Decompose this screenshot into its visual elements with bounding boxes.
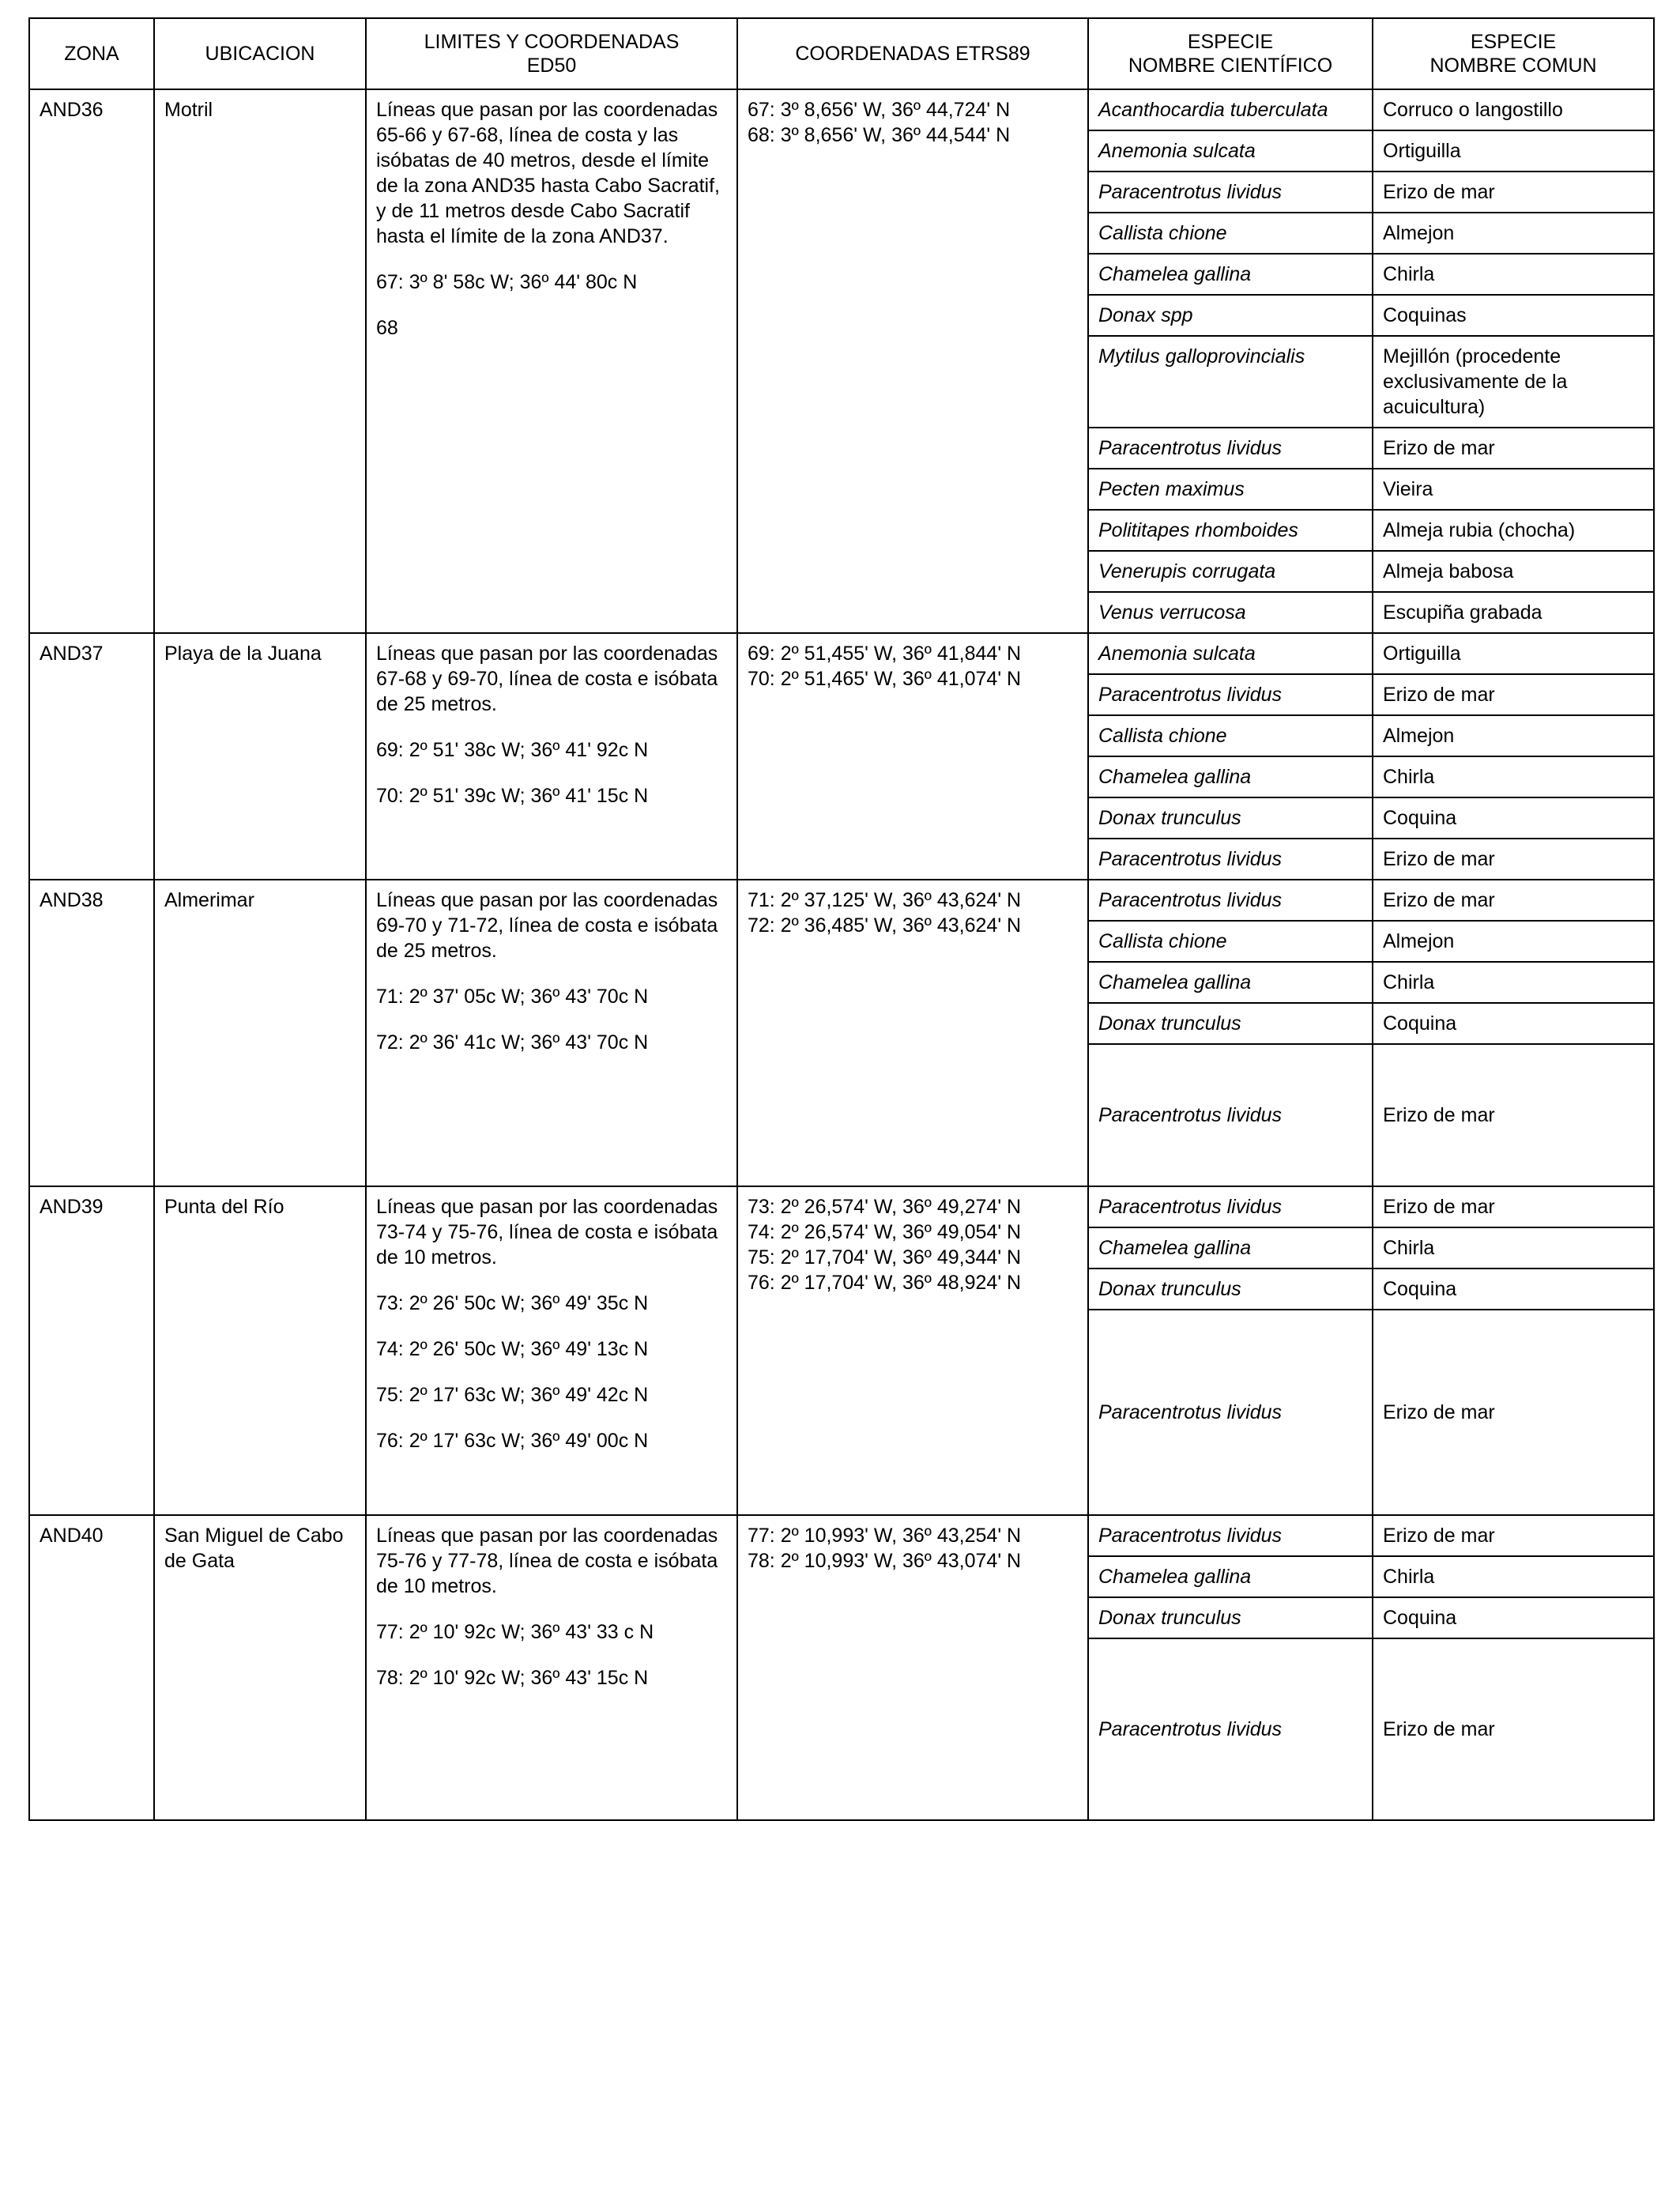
cell-especie-cientifico: Paracentrotus lividus (1088, 1310, 1373, 1515)
etrs-line: 71: 2º 37,125' W, 36º 43,624' N (748, 889, 1022, 911)
cell-especie-cientifico: Chamelea gallina (1088, 1227, 1373, 1269)
limites-paragraph: 76: 2º 17' 63c W; 36º 49' 00c N (376, 1430, 649, 1452)
column-header-comun-line2: NOMBRE COMUN (1430, 55, 1597, 77)
table-row (29, 89, 1654, 130)
cell-especie-cientifico: Acanthocardia tuberculata (1088, 89, 1373, 130)
cell-coordenadas-etrs89 (737, 89, 1088, 633)
cell-coordenadas-etrs89 (737, 1186, 1088, 1515)
limites-paragraph: 77: 2º 10' 92c W; 36º 43' 33 c N (376, 1621, 654, 1643)
cell-ubicacion: Almerimar (154, 880, 366, 1186)
cell-especie-cientifico: Mytilus galloprovincialis (1088, 336, 1373, 428)
cell-especie-cientifico: Paracentrotus lividus (1088, 428, 1373, 469)
limites-paragraph: Líneas que pasan por las coordenadas 65-66 y 67-68, línea de costa y las isóbatas de 40 metros, desde el límite de la zona AND35 hasta Cabo Sacratif, y de 11 metros desde Cabo Sacratif hasta el límite de la zona AND37. (376, 99, 720, 247)
cell-especie-cientifico: Callista chione (1088, 921, 1373, 962)
cell-limites-coordenadas-ed50 (366, 1515, 737, 1820)
cell-limites-coordenadas-ed50 (366, 633, 737, 880)
limites-paragraph: 75: 2º 17' 63c W; 36º 49' 42c N (376, 1384, 649, 1406)
cell-especie-comun: Erizo de mar (1373, 1638, 1654, 1820)
column-header-ubicacion: UBICACION (154, 18, 366, 89)
table-row (29, 1515, 1654, 1556)
cell-especie-comun: Erizo de mar (1373, 428, 1654, 469)
cell-especie-cientifico: Donax spp (1088, 295, 1373, 336)
cell-especie-cientifico: Chamelea gallina (1088, 1556, 1373, 1597)
cell-coordenadas-etrs89 (737, 880, 1088, 1186)
cell-ubicacion: Playa de la Juana (154, 633, 366, 880)
column-header-especie-cientifico (1088, 18, 1373, 89)
cell-zona: AND37 (29, 633, 154, 880)
limites-paragraph: 73: 2º 26' 50c W; 36º 49' 35c N (376, 1292, 649, 1314)
cell-especie-cientifico: Callista chione (1088, 213, 1373, 254)
cell-limites-coordenadas-ed50 (366, 1186, 737, 1515)
column-header-limites (366, 18, 737, 89)
limites-paragraph: 78: 2º 10' 92c W; 36º 43' 15c N (376, 1667, 649, 1689)
table-row (29, 633, 1654, 674)
cell-especie-cientifico: Paracentrotus lividus (1088, 880, 1373, 921)
limites-paragraph: Líneas que pasan por las coordenadas 69-70 y 71-72, línea de costa e isóbata de 25 metros. (376, 889, 718, 962)
cell-especie-comun: Almejon (1373, 921, 1654, 962)
cell-especie-comun: Coquina (1373, 797, 1654, 839)
cell-ubicacion: Motril (154, 89, 366, 633)
cell-limites-coordenadas-ed50 (366, 89, 737, 633)
cell-especie-comun: Erizo de mar (1373, 880, 1654, 921)
etrs-line: 74: 2º 26,574' W, 36º 49,054' N (748, 1221, 1022, 1243)
cell-especie-cientifico: Paracentrotus lividus (1088, 674, 1373, 715)
column-header-limites-line2: ED50 (526, 55, 577, 77)
cell-especie-cientifico: Paracentrotus lividus (1088, 1638, 1373, 1820)
etrs-line: 68: 3º 8,656' W, 36º 44,544' N (748, 124, 1011, 146)
cell-especie-comun: Ortiguilla (1373, 130, 1654, 172)
table-row (29, 880, 1654, 921)
cell-especie-comun: Corruco o langostillo (1373, 89, 1654, 130)
cell-especie-comun: Chirla (1373, 1556, 1654, 1597)
limites-paragraph: Líneas que pasan por las coordenadas 67-68 y 69-70, línea de costa e isóbata de 25 metros. (376, 643, 718, 715)
cell-especie-comun: Erizo de mar (1373, 839, 1654, 880)
cell-especie-comun: Coquina (1373, 1597, 1654, 1638)
cell-especie-comun: Ortiguilla (1373, 633, 1654, 674)
column-header-comun-line1: ESPECIE (1470, 31, 1557, 53)
cell-especie-cientifico: Chamelea gallina (1088, 962, 1373, 1003)
cell-especie-comun: Erizo de mar (1373, 172, 1654, 213)
cell-especie-cientifico: Pecten maximus (1088, 469, 1373, 510)
table-header (29, 18, 1654, 89)
cell-especie-comun: Chirla (1373, 756, 1654, 797)
column-header-especie-comun (1373, 18, 1654, 89)
etrs-line: 78: 2º 10,993' W, 36º 43,074' N (748, 1550, 1022, 1572)
cell-especie-cientifico: Polititapes rhomboides (1088, 510, 1373, 551)
cell-zona: AND36 (29, 89, 154, 633)
cell-especie-cientifico: Chamelea gallina (1088, 756, 1373, 797)
limites-paragraph: 69: 2º 51' 38c W; 36º 41' 92c N (376, 739, 649, 761)
column-header-cientifico-line2: NOMBRE CIENTÍFICO (1128, 55, 1333, 77)
column-header-etrs89: COORDENADAS ETRS89 (737, 18, 1088, 89)
etrs-line: 76: 2º 17,704' W, 36º 48,924' N (748, 1272, 1022, 1294)
etrs-line: 72: 2º 36,485' W, 36º 43,624' N (748, 914, 1022, 937)
limites-paragraph: 70: 2º 51' 39c W; 36º 41' 15c N (376, 785, 649, 807)
etrs-line: 73: 2º 26,574' W, 36º 49,274' N (748, 1196, 1022, 1218)
etrs-line: 67: 3º 8,656' W, 36º 44,724' N (748, 99, 1011, 121)
cell-especie-cientifico: Paracentrotus lividus (1088, 172, 1373, 213)
cell-zona: AND40 (29, 1515, 154, 1820)
cell-ubicacion: San Miguel de Cabo de Gata (154, 1515, 366, 1820)
cell-especie-comun: Coquina (1373, 1269, 1654, 1310)
column-header-especie-line1: ESPECIE (1187, 31, 1274, 53)
cell-coordenadas-etrs89 (737, 1515, 1088, 1820)
cell-especie-comun: Vieira (1373, 469, 1654, 510)
limites-paragraph: 67: 3º 8' 58c W; 36º 44' 80c N (376, 271, 638, 293)
column-header-limites-line1: LIMITES Y COORDENADAS (424, 31, 680, 53)
etrs-line: 75: 2º 17,704' W, 36º 49,344' N (748, 1246, 1022, 1269)
cell-especie-cientifico: Callista chione (1088, 715, 1373, 756)
cell-especie-cientifico: Donax trunculus (1088, 1269, 1373, 1310)
limites-paragraph: Líneas que pasan por las coordenadas 73-74 y 75-76, línea de costa e isóbata de 10 metros. (376, 1196, 718, 1269)
cell-especie-comun: Chirla (1373, 254, 1654, 295)
cell-especie-comun: Almeja rubia (chocha) (1373, 510, 1654, 551)
cell-coordenadas-etrs89 (737, 633, 1088, 880)
cell-especie-cientifico: Anemonia sulcata (1088, 633, 1373, 674)
etrs-line: 70: 2º 51,465' W, 36º 41,074' N (748, 668, 1022, 690)
cell-limites-coordenadas-ed50 (366, 880, 737, 1186)
cell-especie-comun: Chirla (1373, 1227, 1654, 1269)
cell-especie-cientifico: Paracentrotus lividus (1088, 1044, 1373, 1186)
cell-especie-comun: Escupiña grabada (1373, 592, 1654, 633)
cell-especie-cientifico: Donax trunculus (1088, 1003, 1373, 1044)
cell-especie-comun: Erizo de mar (1373, 1515, 1654, 1556)
column-header-zona: ZONA (29, 18, 154, 89)
cell-especie-comun: Erizo de mar (1373, 674, 1654, 715)
cell-especie-cientifico: Venerupis corrugata (1088, 551, 1373, 592)
cell-especie-comun: Mejillón (procedente exclusivamente de la acuicultura) (1373, 336, 1654, 428)
cell-zona: AND39 (29, 1186, 154, 1515)
table-body (29, 89, 1654, 1820)
cell-especie-comun: Chirla (1373, 962, 1654, 1003)
cell-especie-comun: Almeja babosa (1373, 551, 1654, 592)
limites-paragraph: 68 (376, 317, 398, 339)
etrs-line: 69: 2º 51,455' W, 36º 41,844' N (748, 643, 1022, 665)
cell-especie-comun: Almejon (1373, 715, 1654, 756)
cell-especie-comun: Erizo de mar (1373, 1044, 1654, 1186)
cell-especie-cientifico: Chamelea gallina (1088, 254, 1373, 295)
cell-especie-comun: Coquina (1373, 1003, 1654, 1044)
etrs-line: 77: 2º 10,993' W, 36º 43,254' N (748, 1525, 1022, 1547)
cell-especie-cientifico: Paracentrotus lividus (1088, 1515, 1373, 1556)
cell-especie-comun: Erizo de mar (1373, 1310, 1654, 1515)
cell-ubicacion: Punta del Río (154, 1186, 366, 1515)
cell-zona: AND38 (29, 880, 154, 1186)
cell-especie-cientifico: Paracentrotus lividus (1088, 839, 1373, 880)
limites-paragraph: 72: 2º 36' 41c W; 36º 43' 70c N (376, 1031, 649, 1054)
limites-paragraph: 74: 2º 26' 50c W; 36º 49' 13c N (376, 1338, 649, 1360)
cell-especie-cientifico: Venus verrucosa (1088, 592, 1373, 633)
zonas-table (28, 17, 1655, 1821)
cell-especie-cientifico: Anemonia sulcata (1088, 130, 1373, 172)
cell-especie-comun: Erizo de mar (1373, 1186, 1654, 1227)
cell-especie-comun: Coquinas (1373, 295, 1654, 336)
cell-especie-cientifico: Donax trunculus (1088, 1597, 1373, 1638)
limites-paragraph: 71: 2º 37' 05c W; 36º 43' 70c N (376, 986, 649, 1008)
table-row (29, 1186, 1654, 1227)
cell-especie-cientifico: Donax trunculus (1088, 797, 1373, 839)
cell-especie-cientifico: Paracentrotus lividus (1088, 1186, 1373, 1227)
cell-especie-comun: Almejon (1373, 213, 1654, 254)
header-row (29, 18, 1654, 89)
limites-paragraph: Líneas que pasan por las coordenadas 75-76 y 77-78, línea de costa e isóbata de 10 metros. (376, 1525, 718, 1597)
